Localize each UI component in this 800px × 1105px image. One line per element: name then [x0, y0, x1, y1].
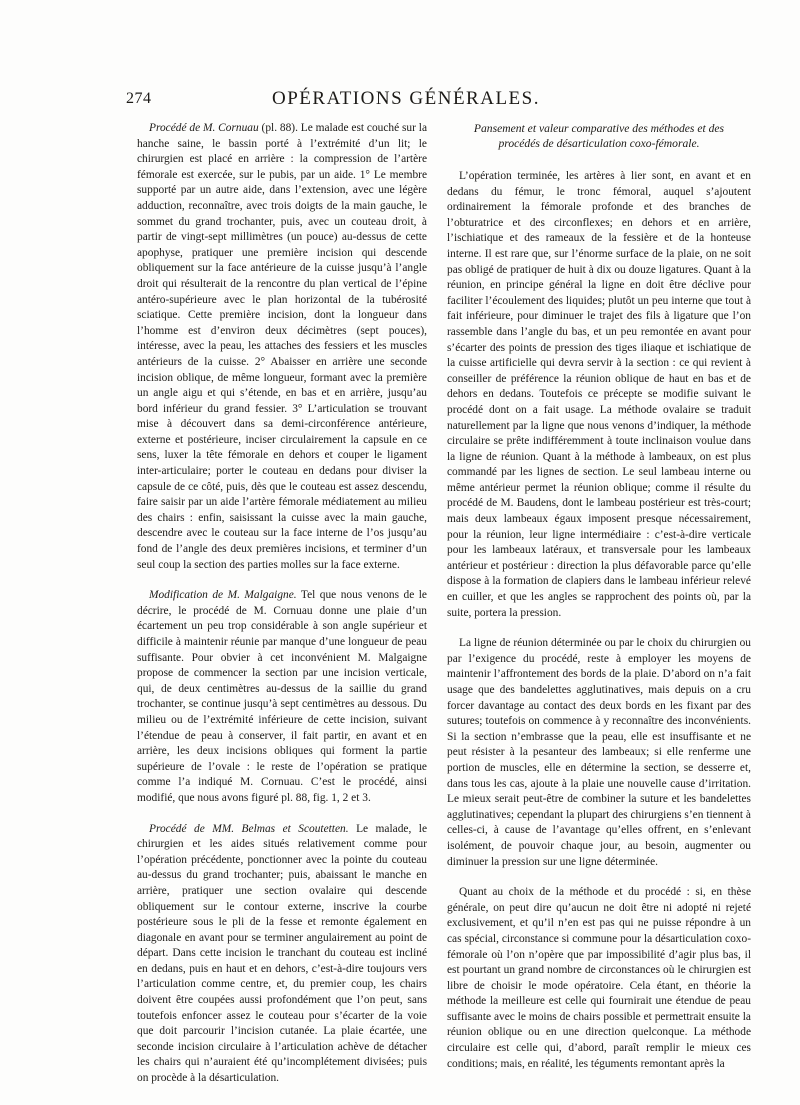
paragraph-lead: Procédé de M. Cornuau: [149, 122, 259, 134]
right-column: [447, 121, 751, 1072]
running-title: OPÉRATIONS GÉNÉRALES.: [272, 88, 540, 109]
section-heading: Pansement et valeur comparative des méthodes et des procédés de désarticulation coxo-fémorale.: [473, 122, 725, 150]
paragraph-malgaigne: [137, 588, 427, 806]
paragraph-text: Tel que nous venons de le décrire, le procédé de M. Cornuau donne une plaie d’un écartement un peu trop considérable à son angle supérieur et difficile à maintenir réunie par manque d’une longueur de peau suffisante. Pour obvier à cet inconvénient M. Malgaigne propose de commencer la section par une incision verticale, qui, de deux centimètres au-dessus de la saillie du grand trochanter, se continue jusqu’à sept centimètres au dessous. Du milieu ou de l’extrémité inférieure de cette incision, suivant l’étendue de peau à conserver, il fait partir, en avant et en arrière, les deux incisions obliques qui forment la partie supérieure de l’ovale : le reste de l’opération se pratique comme l’a indiqué M. Cornuau. C’est le procédé, ainsi modifié, que nous avons figuré pl. 88, fig. 1, 2 et 3.: [137, 589, 427, 804]
paragraph-text: (pl. 88). Le malade est couché sur la hanche saine, le bassin porté à l’extrémité d’un lit; le chirurgien est placé en arrière : la compression de l’artère fémorale est exercée, sur le pubis, par un aide. 1° Le membre supporté par un autre aide, dans l’extension, avec une légère adduction, reconnaître, avec trois doigts de la main gauche, le sommet du grand trochanter, puis, avec un couteau droit, à partir de vingt-sept millimètres (un pouce) au-dessus de cette apophyse, pratiquer une première incision qui descende obliquement sur la face antérieure de la cuisse jusqu’à l’angle droit qui résulterait de la rencontre du plan vertical de l’épine antéro-supérieure avec le plan horizontal de la tubérosité sciatique. Cette première incision, dont la longueur dans l’homme est d’environ deux décimètres (sept pouces), intéresse, avec la peau, les attaches des fessiers et les muscles antérieurs de la cuisse. 2° Abaisser en arrière une seconde incision oblique, de même longueur, formant avec la première un angle aigu et qui s’étende, en bas et en arrière, jusqu’au bord inférieur du grand fessier. 3° L’articulation se trouvant mise à découvert dans sa demi-circonférence antérieure, externe et postérieure, inciser circulairement la capsule en ce sens, luxer la tête fémorale en dehors et couper le ligament inter-articulaire; porter le couteau en dedans pour diviser la capsule de ce côté, puis, dès que le couteau est assez descendu, faire saisir par un aide l’artère fémorale médiatement au milieu des chairs : enfin, saisissant la cuisse avec la main gauche, descendre avec le couteau sur la face interne de l’os jusqu’au fond de l’angle des deux premières incisions, et terminer d’un seul coup la section des parties molles sur la face externe.: [137, 122, 427, 571]
paragraph-lead: Procédé de MM. Belmas et Scoutetten.: [149, 822, 349, 835]
paragraph-cornuau: [137, 121, 427, 573]
paragraph-choix-methode: Quant au choix de la méthode et du procédé : si, en thèse générale, on peut dire qu’aucun ne doit être ni adopté ni rejeté exclusivement, et qu’il n’en est pas qui ne puisse répondre à un cas spécial, circonstance si commune pour la désarticulation coxo-fémorale où l’on n’opère que par impossibilité d’agir plus bas, il est pourtant un grand nombre de circonstances où le chirurgien est libre de choisir le mode opératoire. Cela étant, en théorie la méthode la meilleure est celle qui fournirait une étendue de peau suffisante avec le moins de chairs possible et permettrait ensuite la réunion oblique ou en une direction quelconque. La méthode circulaire est celle qui, d’abord, paraît remplir le mieux ces conditions; mais, en réalité, les téguments remontant après la: [447, 886, 751, 1070]
left-column: [137, 121, 427, 1087]
paragraph-belmas-scoutetten: [137, 822, 427, 1087]
running-head: [126, 88, 686, 114]
paragraph-lead: Modification de M. Malgaigne.: [149, 589, 297, 602]
paragraph-text: Le malade, le chirurgien et les aides situés relativement comme pour l’opération précédente, ponctionner avec la pointe du couteau au-dessus du grand trochanter; puis, abaissant le manche en arrière, pratiquer une section ovalaire qui descende obliquement sur le contour externe, inscrive la courbe postérieure sous le pli de la fesse et remonte également en diagonale en avant pour se terminer angulairement au point de départ. Dans cette incision le tranchant du couteau est incliné en dedans, puis en haut et en dehors, c’est-à-dire toujours vers l’articulation comme centre, et, du premier coup, les chairs doivent être coupées aussi profondément que l’on peut, sans toutefois enfoncer assez le couteau pour s’écarter de la voie que doit parcourir l’incision cutanée. La plaie écartée, une seconde incision circulaire à l’articulation achève de détacher les chairs qui n’auraient été qu’incomplétement divisées; puis on procède à la désarticulation.: [137, 822, 427, 1085]
page-number: 274: [126, 90, 152, 107]
paragraph-reunion: La ligne de réunion déterminée ou par le choix du chirurgien ou par l’exigence du procédé, reste à employer les moyens de maintenir l’affrontement des bords de la plaie. D’abord on n’a fait usage que des bandelettes agglutinatives, mais depuis on a cru forcer davantage au contact des deux bords en les fixant par des sutures; toutefois on commence à y reconnaître des inconvénients. Si la section n’embrasse que la peau, elle est insuffisante et ne peut résister à la pesanteur des lambeaux; si elle renferme une portion de muscles, elle en détermine la section, se desserre et, dans tous les cas, ajoute à la plaie une nouvelle cause d’irritation. Le mieux serait peut-être de combiner la suture et les bandelettes agglutinatives; cependant la plupart des chirurgiens s’en tiennent à celles-ci, à cause de l’avantage qu’elles offrent, en s’enlevant isolément, de pouvoir chaque jour, au besoin, augmenter ou diminuer la pression sur une ligne déterminée.: [447, 637, 751, 868]
paragraph-ligatures: L’opération terminée, les artères à lier sont, en avant et en dedans du fémur, le tronc fémoral, auquel s’ajoutent ordinairement la fémorale profonde et des branches de l’obturatrice et des circonflexes; en dehors et en arrière, l’ischiatique et des rameaux de la fessière et de la honteuse interne. Il est rare que, sur l’énorme surface de la plaie, on ne soit pas obligé de pratiquer de huit à dix ou douze ligatures. Quant à la réunion, en principe général la ligne en doit être déclive pour faciliter l’écoulement des liquides; plutôt un peu interne que tout à fait inférieure, pour diminuer le trajet des fils à ligature que l’on rassemble dans l’angle du bas, et un peu remontée en avant pour s’écarter des points de pression des tiges iliaque et ischiatique de la cuisse artificielle qui devra servir à la section : ce qui revient à conseiller de préférence la réunion oblique de haut en bas et de dehors en dedans. Toutefois ce précepte se modifie suivant le procédé dont on a fait usage. La méthode ovalaire se traduit naturellement par la ligne que nous venons d’indiquer, la méthode circulaire se prête indifféremment à toute inclinaison voulue dans la ligne de réunion. Quant à la méthode à lambeaux, on est plus commandé par les lignes de section. Le seul lambeau interne ou même antérieur permet la réunion oblique; comme il résulte du procédé de M. Baudens, dont le lambeau postérieur est très-court; mais deux lambeaux égaux imposent presque nécessairement, pour la réunion, leur ligne intermédiaire : c’est-à-dire verticale pour les lambeaux latéraux, et transversale pour les lambeaux antérieur et postérieur : direction la plus défavorable parce qu’elle dispose à la formation de clapiers dans le lambeau inférieur relevé en cuiller, et que les angles se rapprochent des points où, par la suite, portera la pression.: [447, 170, 751, 619]
